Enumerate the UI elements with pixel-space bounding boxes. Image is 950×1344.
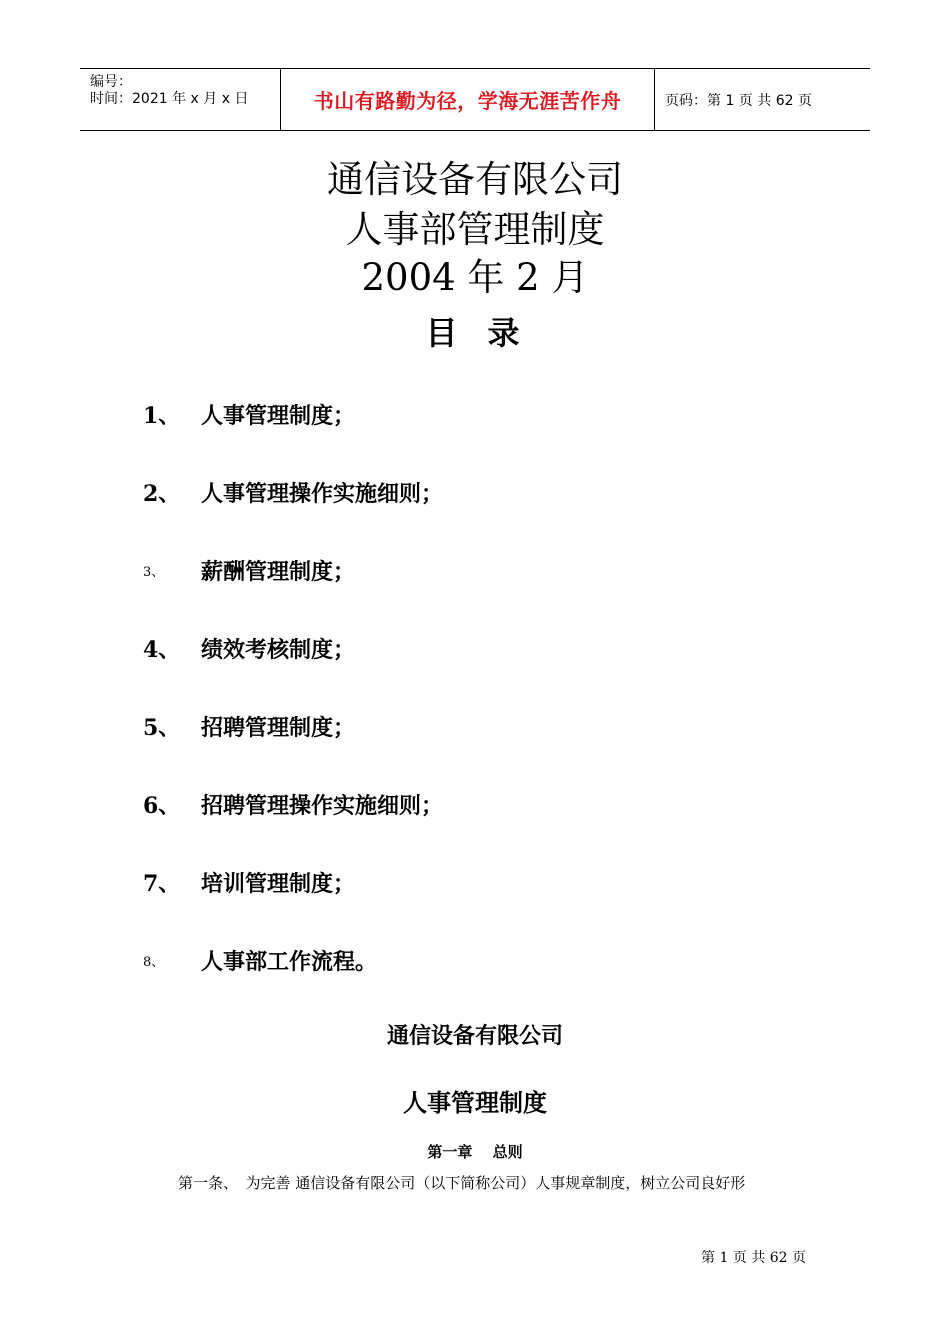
toc-item-label: 绩效考核制度； (201, 637, 356, 663)
toc-item[interactable] (143, 475, 443, 509)
document-number-label: 编号： (90, 74, 132, 90)
footer-page-number: 第 1 页 共 62 页 (701, 1250, 806, 1266)
toc-item[interactable] (143, 865, 355, 899)
title-document: 人事部管理制度 (345, 208, 605, 251)
toc-item-label: 人事管理制度； (201, 403, 356, 429)
section-title: 人事管理制度 (403, 1089, 547, 1117)
title-date: 2004 年 2 月 (361, 256, 589, 299)
section-company: 通信设备有限公司 (386, 1024, 563, 1049)
toc-heading: 目录 (425, 314, 550, 352)
toc-item-number: 2、 (143, 480, 181, 507)
toc-item-number: 5、 (143, 714, 181, 741)
toc-item-number: 8、 (143, 954, 165, 970)
header-motto: 书山有路勤为径，学海无涯苦作舟 (313, 89, 622, 113)
toc-item-label: 人事部工作流程。 (201, 949, 378, 975)
toc-item-label: 招聘管理操作实施细则； (201, 793, 444, 819)
page-header (80, 68, 870, 131)
toc-item-number: 7、 (143, 870, 181, 897)
header-page-number: 页码：第 1 页 共 62 页 (665, 92, 812, 109)
toc-item[interactable] (143, 397, 355, 431)
toc-item-number: 3、 (143, 564, 165, 580)
toc-item-number: 4、 (143, 636, 181, 663)
toc-item-number: 1、 (143, 402, 181, 429)
header-motto-cell (281, 69, 655, 130)
toc-item-label: 招聘管理制度； (201, 715, 356, 741)
toc-item[interactable] (143, 553, 355, 587)
chapter-heading: 第一章 总则 (427, 1143, 523, 1161)
header-page-cell (655, 69, 870, 130)
toc-item[interactable] (143, 631, 355, 665)
toc-item-label: 培训管理制度； (201, 871, 356, 897)
header-info-cell (80, 69, 281, 130)
toc-item[interactable] (143, 787, 443, 821)
toc-item-label: 人事管理操作实施细则； (201, 481, 444, 507)
toc-item[interactable] (143, 709, 355, 743)
toc-item-label: 薪酬管理制度； (201, 559, 356, 585)
toc-item-number: 6、 (143, 792, 181, 819)
article-text: 第一条、 为完善 通信设备有限公司（以下简称公司）人事规章制度，树立公司良好形 (178, 1174, 746, 1192)
document-time-label: 时间：2021 年 x 月 x 日 (90, 91, 249, 107)
toc-item[interactable] (143, 943, 377, 977)
title-company: 通信设备有限公司 (327, 158, 623, 201)
